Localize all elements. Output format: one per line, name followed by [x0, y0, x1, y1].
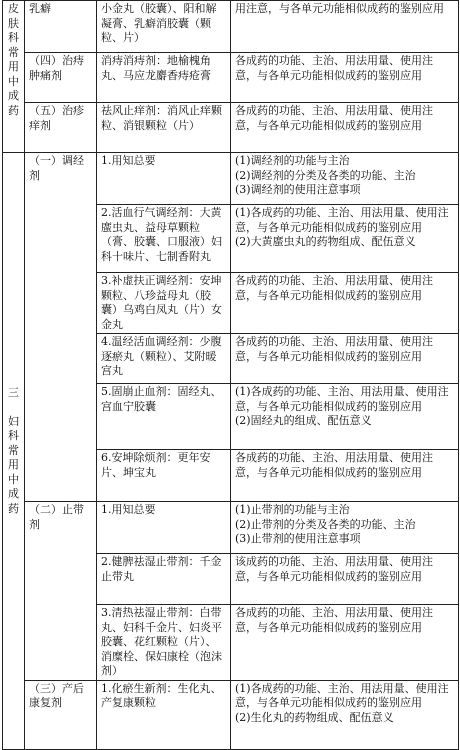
table-row: [3, 103, 459, 153]
content-cell: 6.安坤除烦剂：更年安片、坤宝丸: [97, 450, 231, 502]
content-cell: 消痔消痔剂：地榆槐角丸、马应龙麝香痔疮膏: [97, 53, 231, 103]
content-cell: 3.补虚扶正调经剂：安坤颗粒、八珍益母丸（胶囊）乌鸡白凤丸（片）女金丸: [97, 273, 231, 334]
content-cell: 2.健脾祛湿止带剂：千金止带丸: [97, 554, 231, 605]
table-row: [3, 1, 459, 53]
section-gyn-number: 三: [8, 385, 19, 399]
requirement-line: (1)止带剂的功能与主治: [235, 503, 350, 516]
requirement-cell: 各成药的功能、主治、用法用量、使用注意，与各单元功能相似成药的鉴别应用: [231, 605, 459, 681]
requirement-cell: 各成药的功能、主治、用法用量、使用注意，与各单元功能相似成药的鉴别应用: [231, 450, 459, 502]
requirement-line: (1)各成药的功能、主治、用法用量、使用注意，与各单元功能相似成药的鉴别应用: [235, 206, 449, 234]
content-cell: 3.清热祛湿止带剂：白带丸、妇科千金片、妇炎平胶囊、花红颗粒（片）、消糜栓、保妇康栓（泡沫剂）: [97, 605, 231, 681]
table-row: [3, 53, 459, 103]
requirement-cell: [231, 384, 459, 450]
content-cell: 祛风止痒剂：消风止痒颗粒、消银颗粒（片）: [97, 103, 231, 153]
table-row: [3, 502, 459, 554]
content-cell: 2.活血行气调经剂：大黄䗪虫丸、益母草颗粒（膏、胶囊、口服液）妇科十味片、七制香附丸: [97, 205, 231, 273]
section-gyn-title: 妇科常用中成药: [8, 414, 19, 515]
table-row: [3, 153, 459, 205]
requirement-cell: 各成药的功能、主治、用法用量、使用注意，与各单元功能相似成药的鉴别应用: [231, 273, 459, 334]
requirement-line: (2)止带剂的分类及各类的功能、主治: [235, 517, 416, 531]
category-cell: （四）治痔肿痛剂: [25, 53, 97, 103]
content-cell: 4.温经活血调经剂：少腹逐瘀丸（颗粒）、艾附暖宫丸: [97, 334, 231, 384]
requirement-line: (2)大黄䗪虫丸的药物组成、配伍意义: [235, 235, 416, 248]
requirement-cell: 该成药的功能、主治、用法用量、使用注意，与各单元功能相似成药的鉴别应用: [231, 554, 459, 605]
requirement-line: (1)各成药的功能、主治、用法用量、使用注意，与各单元功能相似成药的鉴别应用: [235, 385, 449, 413]
requirement-line: (2)调经剂的分类及各类的功能、主治: [235, 168, 416, 182]
section-gyn-cell: [3, 153, 25, 750]
requirement-cell: [231, 205, 459, 273]
content-cell: 1.用知总要: [97, 153, 231, 205]
group-tiaojing: （一）调经剂: [25, 153, 97, 502]
content-cell: 1.用知总要: [97, 502, 231, 554]
requirement-cell: 各成药的功能、主治、用法用量、使用注意，与各单元功能相似成药的鉴别应用: [231, 334, 459, 384]
category-cell: 乳癖: [25, 1, 97, 53]
section-skin-title: 皮肤科常用中成药: [8, 2, 19, 117]
requirement-cell: 各成药的功能、主治、用法用量、使用注意，与各单元功能相似成药的鉴别应用: [231, 53, 459, 103]
group-chanhou: （三）产后康复剂: [25, 680, 97, 749]
content-cell: 5.固崩止血剂：固经丸、宫血宁胶囊: [97, 384, 231, 450]
requirement-line: (1)各成药的功能、主治、用法用量、使用注意，与各单元功能相似成药的鉴别应用: [235, 681, 449, 709]
content-cell: 小金丸（胶囊）、阳和解凝膏、乳癖消胶囊（颗粒、片）: [97, 1, 231, 53]
requirement-line: (1)调经剂的功能与主治: [235, 154, 350, 167]
section-skin-cell: [3, 1, 25, 153]
requirement-cell: [231, 680, 459, 749]
content-cell: 1.化瘀生新剂：生化丸、产复康颗粒: [97, 680, 231, 749]
requirement-cell: 各成药的功能、主治、用法用量、使用注意，与各单元功能相似成药的鉴别应用: [231, 103, 459, 153]
syllabus-table: [2, 0, 459, 750]
requirement-line: (3)调经剂的使用注意事项: [235, 183, 361, 196]
group-zhidai: （二）止带剂: [25, 502, 97, 681]
requirement-line: (2)生化丸的药物组成、配伍意义: [235, 710, 394, 724]
requirement-cell: [231, 502, 459, 554]
requirement-cell: [231, 153, 459, 205]
category-cell: （五）治疹痒剂: [25, 103, 97, 153]
table-row: [3, 680, 459, 749]
requirement-line: (3)止带剂的使用注意事项: [235, 532, 361, 545]
requirement-cell: 用注意，与各单元功能相似成药的鉴别应用: [231, 1, 459, 53]
requirement-line: (2)固经丸的组成、配伍意义: [235, 414, 372, 427]
